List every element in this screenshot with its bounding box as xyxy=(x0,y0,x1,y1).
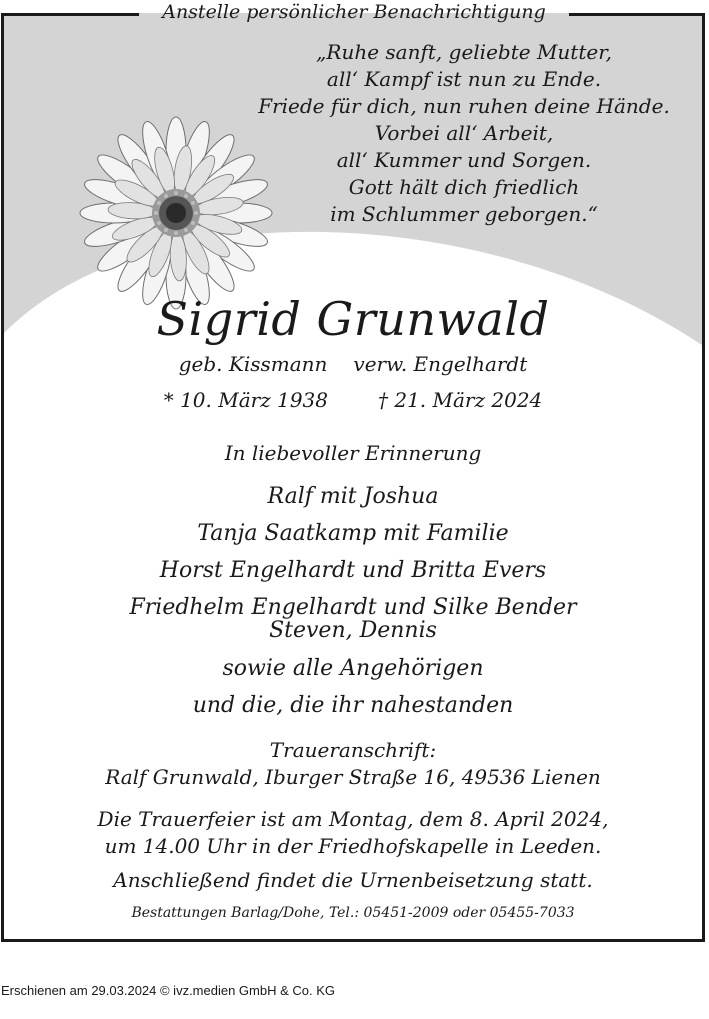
poem-line: „Ruhe sanft, geliebte Mutter, xyxy=(316,40,612,64)
poem-line: Friede für dich, nun ruhen deine Hände. xyxy=(258,94,670,118)
top-border-left xyxy=(1,13,139,16)
mourning-address xyxy=(4,737,702,791)
poem-line: Gott hält dich friedlich xyxy=(348,175,580,199)
mourner-line: Horst Engelhardt und Britta Evers xyxy=(159,558,547,583)
mourner-line: und die, die ihr nahestanden xyxy=(192,693,514,718)
address-value: Ralf Grunwald, Iburger Straße 16, 49536 Lienen xyxy=(105,765,601,789)
poem-line: all‘ Kampf ist nun zu Ende. xyxy=(326,67,602,91)
birth-name: geb. Kissmann xyxy=(178,352,328,376)
top-border-right xyxy=(569,13,705,16)
mourner-line: Friedhelm Engelhardt und Silke Bender xyxy=(129,595,577,620)
widowed-name: verw. Engelhardt xyxy=(353,352,528,376)
ceremony-line: Die Trauerfeier ist am Montag, dem 8. April 2024, xyxy=(97,807,609,831)
mourner-line: Tanja Saatkamp mit Familie xyxy=(197,521,509,546)
memory-line: In liebevoller Erinnerung xyxy=(224,441,482,465)
address-label: Traueranschrift: xyxy=(269,738,437,762)
publication-footer: Erschienen am 29.03.2024 © ivz.medien GmbH & Co. KG xyxy=(1,983,336,998)
name-details xyxy=(4,351,702,377)
obituary-notice xyxy=(1,13,705,942)
mourner-line: Steven, Dennis xyxy=(269,618,437,643)
header-caption: Anstelle persönlicher Benachrichtigung xyxy=(162,1,546,23)
mourner-line: Ralf mit Joshua xyxy=(267,484,439,509)
poem-line: all‘ Kummer und Sorgen. xyxy=(336,148,592,172)
deceased-name: Sigrid Grunwald xyxy=(156,292,550,346)
death-date: † 21. März 2024 xyxy=(378,388,543,412)
life-dates xyxy=(4,387,702,413)
mourners-list xyxy=(4,478,702,724)
birth-date: * 10. März 1938 xyxy=(163,388,328,412)
poem-line: Vorbei all‘ Arbeit, xyxy=(374,121,554,145)
poem-line: im Schlummer geborgen.“ xyxy=(330,202,598,226)
poem xyxy=(214,39,705,228)
ceremony-info xyxy=(4,806,702,894)
undertaker-info: Bestattungen Barlag/Dohe, Tel.: 05451-2009 oder 05455-7033 xyxy=(131,905,575,921)
ceremony-line: um 14.00 Uhr in der Friedhofskapelle in Leeden. xyxy=(104,834,602,858)
mourner-line: sowie alle Angehörigen xyxy=(222,656,484,681)
ceremony-line: Anschließend findet die Urnenbeisetzung statt. xyxy=(113,868,593,892)
